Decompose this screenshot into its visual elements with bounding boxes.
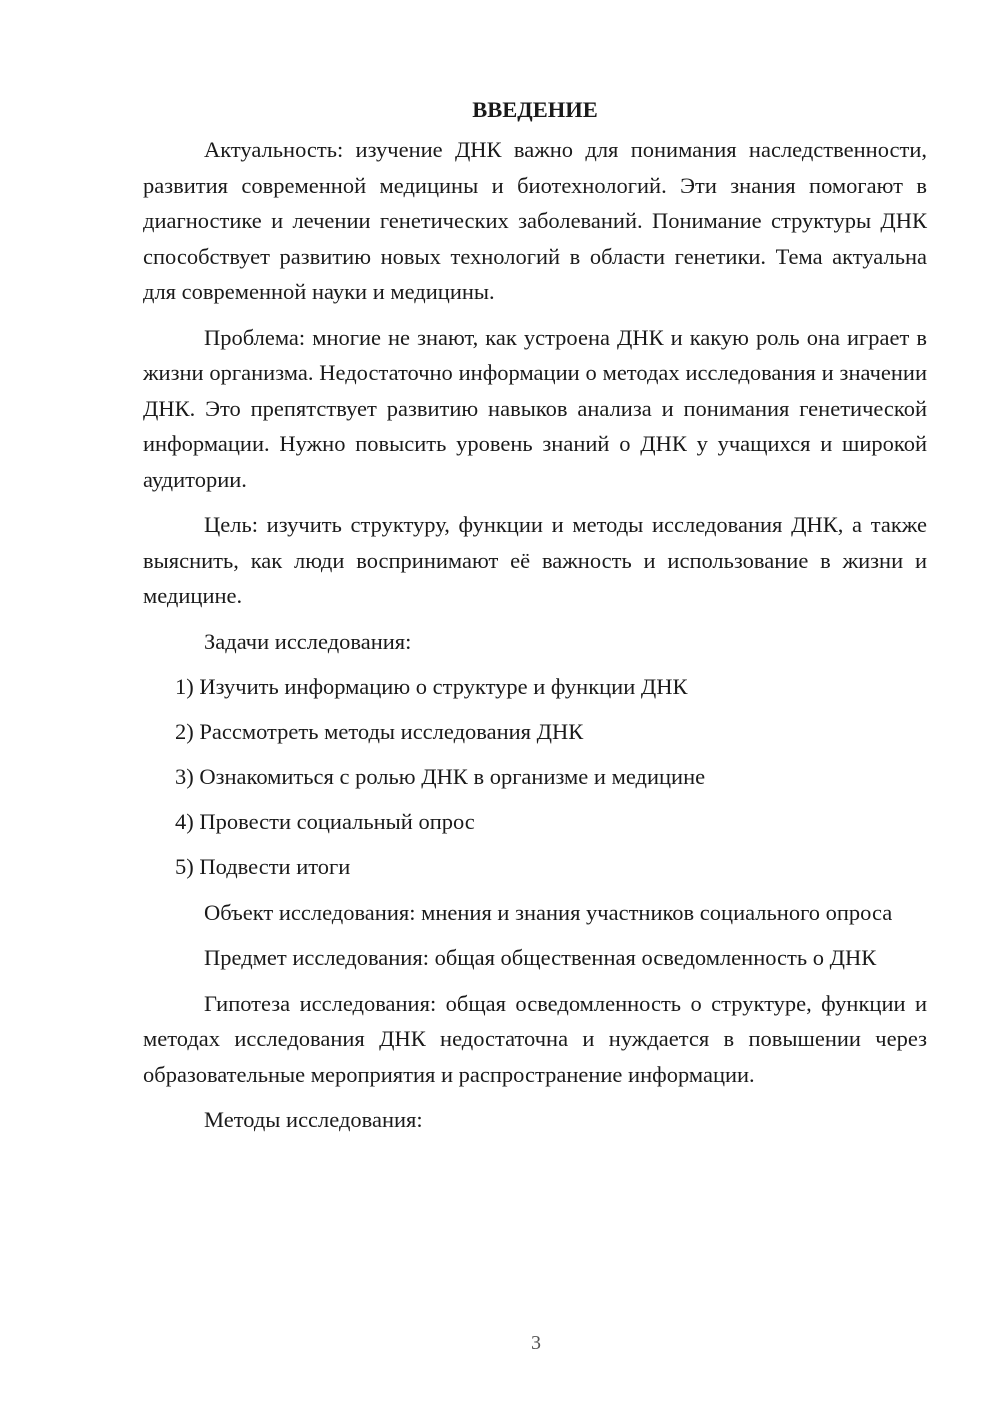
section-title: ВВЕДЕНИЕ [472, 97, 598, 122]
page-number: 3 [531, 1332, 541, 1354]
problem-paragraph: Проблема: многие не знают, как устроена ДНК и какую роль она играет в жизни организма. Недостаточно информации о методах исследования и значении ДНК. Это препятствует развитию навыков анализа и понимания генетической информации. Нужно повысить уровень знаний о ДНК у учащихся и широкой аудитории. [143, 324, 927, 492]
task-item: 4) Провести социальный опрос [175, 809, 475, 835]
hypothesis-paragraph: Гипотеза исследования: общая осведомленность о структуре, функции и методах исследования ДНК недостаточна и нуждается в повышении через образовательные мероприятия и распространение информации. [143, 990, 927, 1087]
object-paragraph: Объект исследования: мнения и знания участников социального опроса [204, 899, 893, 925]
task-item: 1) Изучить информацию о структуре и функции ДНК [175, 674, 688, 699]
task-list [143, 669, 927, 885]
goal-paragraph: Цель: изучить структуру, функции и методы исследования ДНК, а также выяснить, как люди воспринимают её важность и использование в жизни и медицине. [143, 512, 927, 608]
subject-paragraph: Предмет исследования: общая общественная осведомленность о ДНК [204, 945, 877, 971]
task-item: 2) Рассмотреть методы исследования ДНК [175, 719, 584, 745]
methods-heading: Методы исследования: [204, 1107, 423, 1133]
relevance-paragraph: Актуальность: изучение ДНК важно для понимания наследственности, развития современной медицины и биотехнологий. Эти знания помогают в диагностике и лечении генетических заболеваний. Понимание структуры ДНК способствует развитию новых технологий в области генетики. Тема актуальна для современной науки и медицины. [143, 137, 927, 304]
task-item: 3) Ознакомиться с ролью ДНК в организме и медицине [175, 764, 706, 790]
tasks-heading: Задачи исследования: [204, 628, 412, 654]
document-page [143, 92, 927, 1148]
task-item: 5) Подвести итоги [175, 854, 351, 880]
